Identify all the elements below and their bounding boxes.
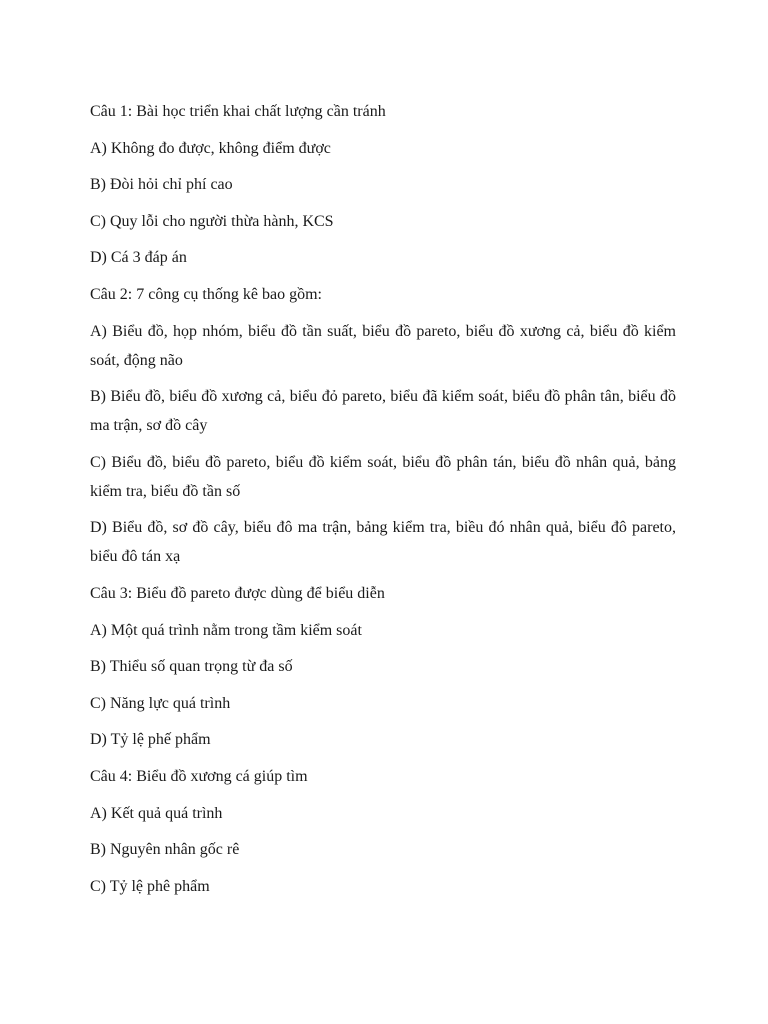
question-2-option-a: A) Biểu đồ, họp nhóm, biểu đồ tần suất, biểu đồ pareto, biểu đồ xương cả, biểu đồ kiểm soát, động não bbox=[90, 322, 676, 369]
question-4-option-b: B) Nguyên nhân gốc rê bbox=[90, 841, 240, 859]
question-3-prompt: Câu 3: Biểu đồ pareto được dùng để biểu diễn bbox=[90, 584, 385, 602]
question-3-option-d: D) Tỷ lệ phế phẩm bbox=[90, 731, 211, 749]
question-3-option-c: C) Năng lực quá trình bbox=[90, 694, 231, 712]
question-4-prompt: Câu 4: Biểu đồ xương cá giúp tìm bbox=[90, 767, 308, 785]
document-page bbox=[90, 97, 676, 908]
question-3-option-b: B) Thiểu số quan trọng từ đa số bbox=[90, 658, 293, 676]
question-1-option-b: B) Đòi hỏi chỉ phí cao bbox=[90, 176, 233, 194]
question-1-prompt: Câu 1: Bài học triển khai chất lượng cần tránh bbox=[90, 103, 386, 120]
question-1-option-d: D) Cá 3 đáp án bbox=[90, 249, 187, 267]
question-2-option-d: D) Biểu đồ, sơ đồ cây, biểu đô ma trận, bảng kiểm tra, biều đó nhân quả, biểu đô pareto, biểu đô tán xạ bbox=[90, 519, 676, 566]
question-2-option-c: C) Biểu đồ, biểu đồ pareto, biểu đồ kiểm soát, biểu đồ phân tán, biểu đồ nhân quả, bảng kiểm tra, biểu đồ tần số bbox=[90, 453, 676, 500]
question-3-option-a: A) Một quá trình nằm trong tầm kiểm soát bbox=[90, 621, 362, 639]
question-1-option-a: A) Không đo được, không điểm được bbox=[90, 139, 331, 157]
question-4-option-c: C) Tỷ lệ phê phẩm bbox=[90, 877, 210, 895]
question-2-prompt: Câu 2: 7 công cụ thống kê bao gồm: bbox=[90, 285, 322, 303]
question-4-option-a: A) Kết quả quá trình bbox=[90, 804, 223, 822]
question-2-option-b: B) Biểu đồ, biểu đồ xương cả, biểu đỏ pareto, biểu đã kiểm soát, biểu đồ phân tân, biểu đồ ma trận, sơ đồ cây bbox=[90, 388, 676, 435]
question-1-option-c: C) Quy lỗi cho người thừa hành, KCS bbox=[90, 212, 334, 230]
